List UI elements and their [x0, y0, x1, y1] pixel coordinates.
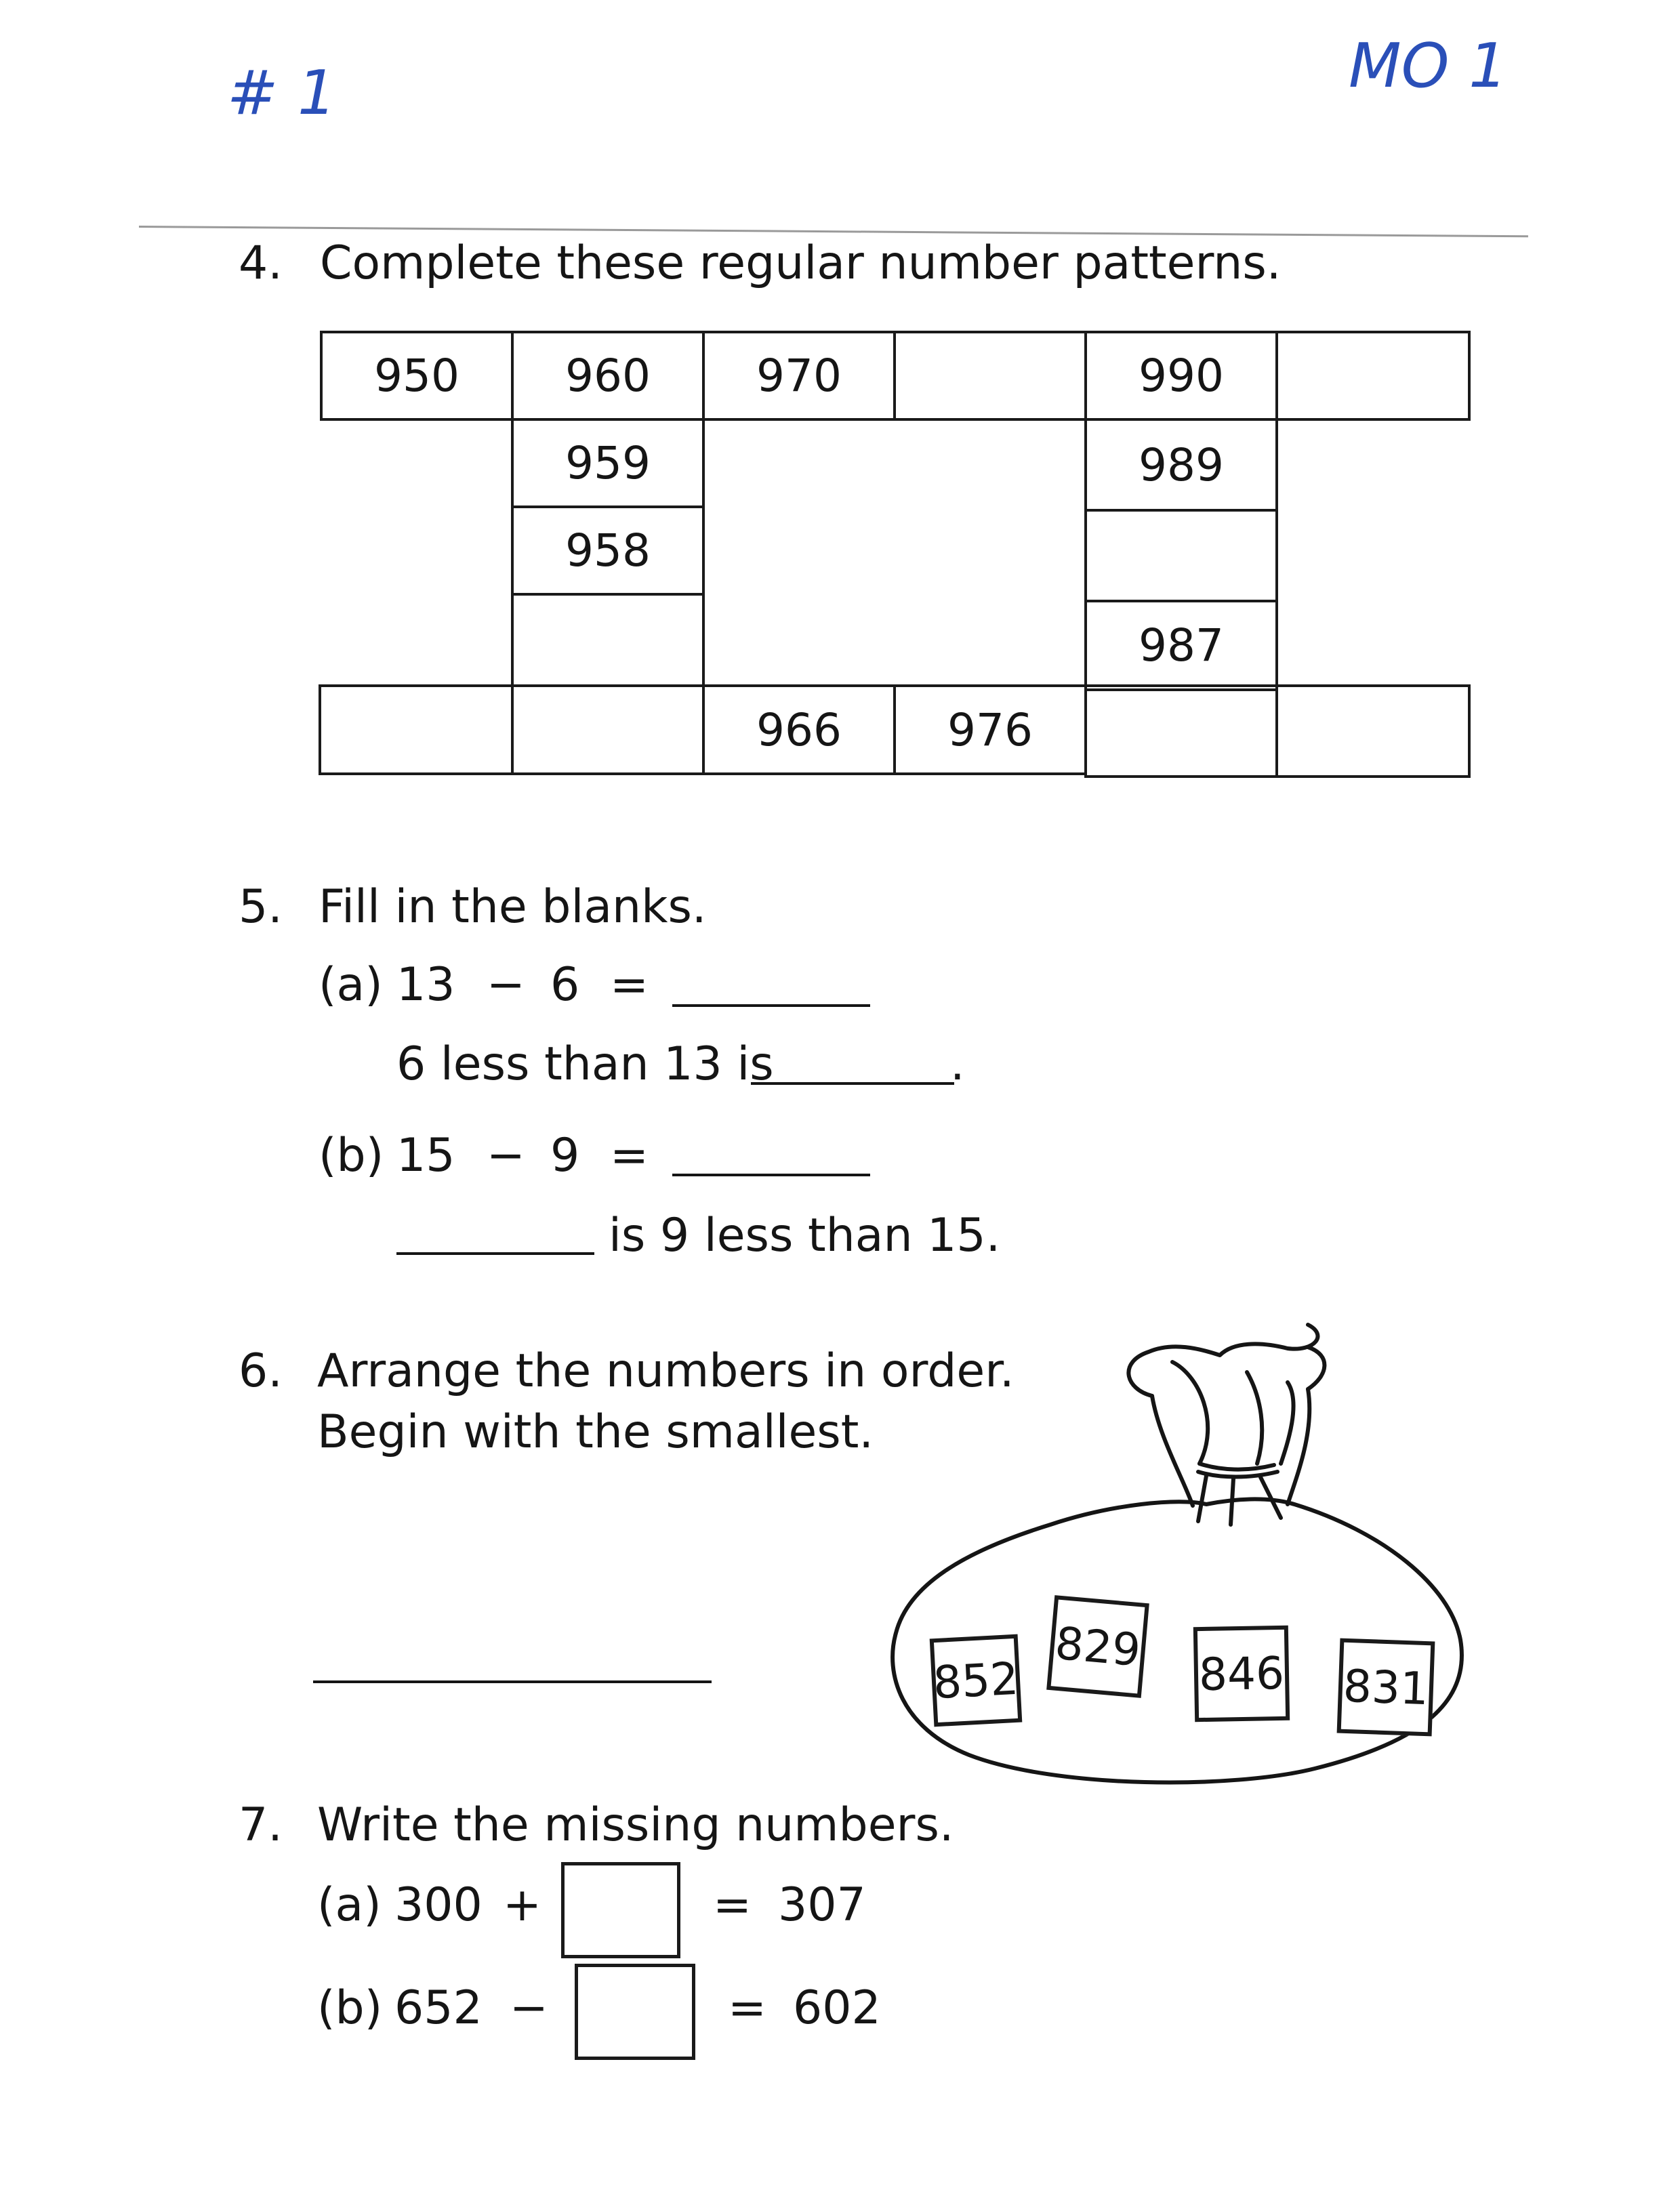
col2-cell-2: 958 [511, 505, 705, 596]
bottom-cell-5[interactable] [1084, 684, 1278, 778]
bottom-cell-1[interactable] [319, 684, 514, 775]
q4-title: Complete these regular number patterns. [320, 236, 1282, 290]
q5a-equals: = [610, 958, 649, 1012]
q5-title: Fill in the blanks. [319, 880, 707, 934]
col5-cell-1: 989 [1084, 418, 1278, 512]
top-cell-2: 960 [511, 331, 705, 421]
q6-line2: Begin with the smallest. [317, 1405, 874, 1459]
bottom-cell-4: 976 [893, 684, 1087, 775]
number-bag-illustration [881, 1321, 1477, 1809]
q7b-result: 602 [793, 1981, 881, 2035]
col5-cell-2[interactable] [1084, 509, 1278, 602]
q5a-lhs: 13 [396, 958, 455, 1012]
q7a-result: 307 [778, 1878, 866, 1932]
q7b-answer-box[interactable] [575, 1964, 695, 2060]
q5b-sentence-blank[interactable] [396, 1252, 594, 1255]
q5a-operator: − [487, 958, 525, 1012]
q4-number: 4. [239, 236, 283, 290]
page-number-mark: # 1 [227, 58, 337, 129]
q7-number: 7. [239, 1798, 283, 1852]
top-divider [139, 226, 1528, 237]
bag-number-card: 831 [1337, 1638, 1435, 1737]
q7b-label: (b) [317, 1981, 383, 2035]
q5b-label: (b) [319, 1129, 384, 1182]
bottom-cell-6[interactable] [1275, 684, 1471, 778]
q7-title: Write the missing numbers. [317, 1798, 954, 1852]
q5b-answer-blank[interactable] [672, 1174, 870, 1176]
q6-number: 6. [239, 1344, 283, 1398]
q5a-sentence: 6 less than 13 is [396, 1037, 774, 1091]
bag-number-card: 829 [1046, 1595, 1149, 1698]
q5b-operator: − [487, 1129, 525, 1182]
q7b-lhs: 652 [394, 1981, 483, 2035]
q5b-lhs: 15 [396, 1129, 455, 1182]
col2-cell-3[interactable] [511, 593, 705, 687]
q7a-label: (a) [317, 1878, 382, 1932]
q5a-rhs: 6 [550, 958, 580, 1012]
q6-answer-line[interactable] [313, 1680, 712, 1683]
col5-cell-3: 987 [1084, 600, 1278, 691]
bag-number-card: 846 [1193, 1626, 1290, 1722]
bottom-cell-2[interactable] [511, 684, 705, 775]
worksheet-code: MO 1 [1349, 30, 1508, 102]
q7b-operator: − [510, 1981, 548, 2035]
q7b-equals: = [728, 1981, 766, 2035]
q5a-sentence-blank[interactable] [751, 1082, 954, 1085]
col2-cell-1: 959 [511, 418, 705, 508]
bottom-cell-3: 966 [702, 684, 896, 775]
q7a-operator: + [503, 1878, 541, 1932]
top-cell-4[interactable] [893, 331, 1087, 421]
q6-line1: Arrange the numbers in order. [317, 1344, 1015, 1398]
q5-number: 5. [239, 880, 283, 934]
q5b-rhs: 9 [550, 1129, 580, 1182]
top-cell-5: 990 [1084, 331, 1278, 421]
q7a-equals: = [713, 1878, 752, 1932]
q7a-answer-box[interactable] [561, 1862, 680, 1958]
q7a-lhs: 300 [394, 1878, 483, 1932]
q5a-label: (a) [319, 958, 383, 1012]
top-cell-1: 950 [320, 331, 514, 421]
top-cell-3: 970 [702, 331, 896, 421]
bag-number-card: 852 [930, 1634, 1023, 1727]
q5a-period: . [950, 1037, 965, 1091]
q5a-answer-blank[interactable] [672, 1004, 870, 1007]
q5b-equals: = [610, 1129, 649, 1182]
top-cell-6[interactable] [1275, 331, 1471, 421]
q5b-sentence: is 9 less than 15. [609, 1209, 1001, 1262]
